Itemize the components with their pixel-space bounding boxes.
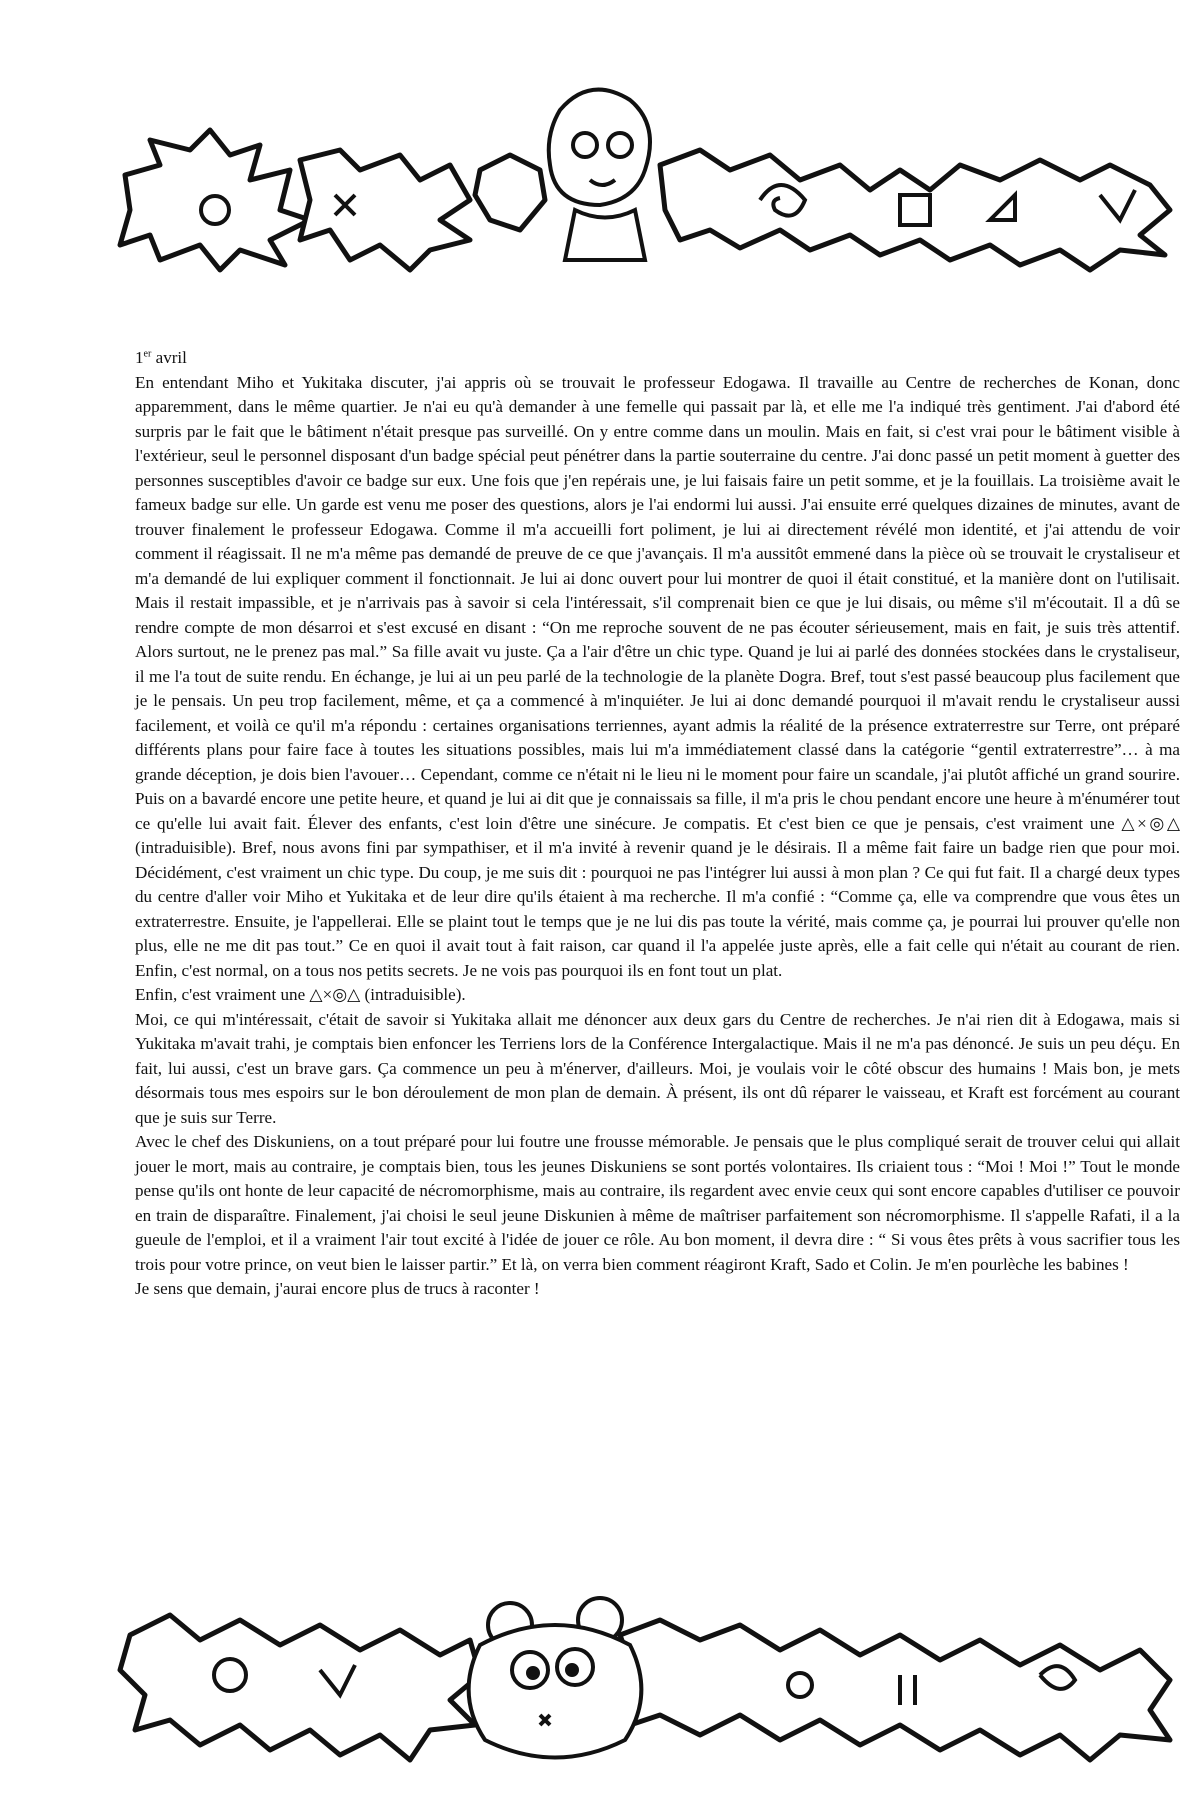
top-graffiti-banner xyxy=(0,70,1200,280)
date-suffix: er xyxy=(143,348,152,360)
bottom-graffiti-banner xyxy=(0,1555,1200,1780)
graffiti-lettering-bottom xyxy=(0,1555,1200,1780)
paragraph: Avec le chef des Diskuniens, on a tout préparé pour lui foutre une frousse mémorable. Je pensais que le plus compliqué serait de trouver celui qui allait jouer le mort, mais au contraire, je comptais bien, tous les jeunes Diskuniens se sont portés volontaires. Ils criaient tous : “Moi ! Moi !” Tout le monde pense qu'ils ont honte de leur capacité de nécromorphisme, mais au contraire, ils regardent avec envie ceux qui sont encore capables d'utiliser ce pouvoir en train de disparaître. Finalement, j'ai choisi le seul jeune Diskunien à même de maîtriser parfaitement son nécromorphisme. Il s'appelle Rafati, il a la gueule de l'emploi, et il a vraiment l'air tout excité à l'idée de jouer ce rôle. Au bon moment, il devra dire : “ Si vous êtes prêts à vous sacrifier tous les trois pour votre prince, on veut bien le laisser partir.” Et là, on verra bien comment réagiront Kraft, Sado et Colin. Je m'en pourlèche les babines ! xyxy=(135,1132,1180,1274)
paragraph: Je sens que demain, j'aurai encore plus de trucs à raconter ! xyxy=(135,1279,540,1298)
paragraph: Moi, ce qui m'intéressait, c'était de savoir si Yukitaka allait me dénoncer aux deux gars du Centre de recherches. Je n'ai rien dit à Edogawa, mais si Yukitaka m'avait trahi, je comptais bien enfoncer les Terriens lors de la Conférence Intergalactique. Mais il ne m'a pas dénoncé. Je suis un peu déçu. En fait, lui aussi, c'est un brave gars. Ça commence un peu à m'énerver, d'ailleurs. Moi, je voulais voir le côté obscur des humains ! Mais bon, je mets désormais tous mes espoirs sur le bon déroulement de mon plan de demain. À présent, ils ont dû réparer le vaisseau, et Kraft est forcément au courant que je suis sur Terre. xyxy=(135,1009,1180,1127)
diary-entry xyxy=(135,346,1180,1302)
date-month: avril xyxy=(151,348,187,367)
entry-date xyxy=(135,346,1180,371)
paragraph: En entendant Miho et Yukitaka discuter, j'ai appris où se trouvait le professeur Edogawa. Il travaille au Centre de recherches de Konan, donc apparemment, dans le même quartier. Je n'ai eu qu'à demander à une femelle qui passait par là, et elle me l'a indiqué très gentiment. J'ai d'abord été surpris par le fait que le bâtiment n'était presque pas surveillé. On y entre comme dans un moulin. Mais en fait, si c'est vrai pour le bâtiment visible à l'extérieur, seul le personnel disposant d'un badge spécial peut pénétrer dans la partie souterraine du centre. J'ai donc passé un petit moment à guetter des personnes susceptibles d'avoir ce badge sur eux. Une fois que j'en repérais une, je lui faisais faire un petit somme, et je la fouillais. La troisième avait le fameux badge sur elle. Un garde est venu me poser des questions, alors je l'ai endormi lui aussi. J'ai ensuite erré quelques dizaines de minutes, avant de trouver finalement le professeur Edogawa. Comme il m'a accueilli fort poliment, je lui ai directement révélé mon identité, et j'ai attendu de voir comment il réagissait. Il ne m'a même pas demandé de preuve de ce que j'avançais. Il m'a aussitôt emmené dans la pièce où se trouvait le crystaliseur et m'a demandé de lui expliquer comment il fonctionnait. Je lui ai donc ouvert pour lui montrer de quoi il était constitué, et la manière dont on l'utilisait. Mais il restait impassible, et je n'arrivais pas à savoir si cela l'intéressait, s'il comprenait bien ce que je lui disais, ou même s'il m'écoutait. Il a dû se rendre compte de mon désarroi et s'est excusé en disant : “On me reproche souvent de ne pas écouter sérieusement, mais en fait, je suis très attentif. Alors surtout, ne le prenez pas mal.” Sa fille avait vu juste. Ça a l'air d'être un chic type. Quand je lui ai parlé des données stockées dans le crystaliseur, il me l'a tout de suite rendu. En échange, je lui ai un peu parlé de la technologie de la planète Dogra. Bref, tout s'est passé beaucoup plus facilement que je le pensais. Un peu trop facilement, même, et ça a commencé à m'inquiéter. Je lui ai donc demandé pourquoi il m'avait rendu le crystaliseur aussi facilement, et voilà ce qu'il m'a répondu : certaines organisations terriennes, ayant admis la réalité de la présence extraterrestre sur Terre, ont préparé différents plans pour faire face à toutes les situations possibles, mais lui m'a immédiatement classé dans la catégorie “gentil extraterrestre”… à ma grande déception, je dois bien l'avouer… Cependant, comme ce n'était ni le lieu ni le moment pour faire un scandale, j'ai plutôt affiché un grand sourire. Puis on a bavardé encore une petite heure, et quand je lui ai dit que je connaissais sa fille, il m'a pris le chou pendant encore une heure à m'énumérer tout ce qu'elle lui avait fait. Élever des enfants, c'est loin d'être une sinécure. Je compatis. Et c'est bien ce que je pensais, c'est vraiment une △×◎△ (intraduisible). Bref, nous avons fini par sympathiser, et il m'a invité à revenir quand je le désirais. Il a même fait faire un badge rien que pour moi. Décidément, c'est vraiment un chic type. Du coup, je me suis dit : pourquoi ne pas l'intégrer lui aussi à mon plan ? Ce qui fut fait. Il a chargé deux types du centre d'aller voir Miho et Yukitaka et de leur dire qu'ils étaient à ma recherche. Il m'a confié : “Comme ça, elle va comprendre que vous êtes un extraterrestre. Ensuite, je l'appellerai. Elle se plaint tout le temps que je ne lui dis pas toute la vérité, mais comme ça, je pourrai lui prouver qu'elle non plus, elle ne me dit pas tout.” Ce en quoi il avait tout à fait raison, car quand il l'a appelée juste après, elle a fait celle qui n'était au courant de rien. Enfin, c'est normal, on a tous nos petits secrets. Je ne vois pas pourquoi ils en font tout un plat. xyxy=(135,372,1180,980)
graffiti-lettering-top xyxy=(0,70,1200,280)
paragraph: Enfin, c'est vraiment une △×◎△ (intraduisible). xyxy=(135,985,466,1004)
date-day: 1 xyxy=(135,348,144,367)
